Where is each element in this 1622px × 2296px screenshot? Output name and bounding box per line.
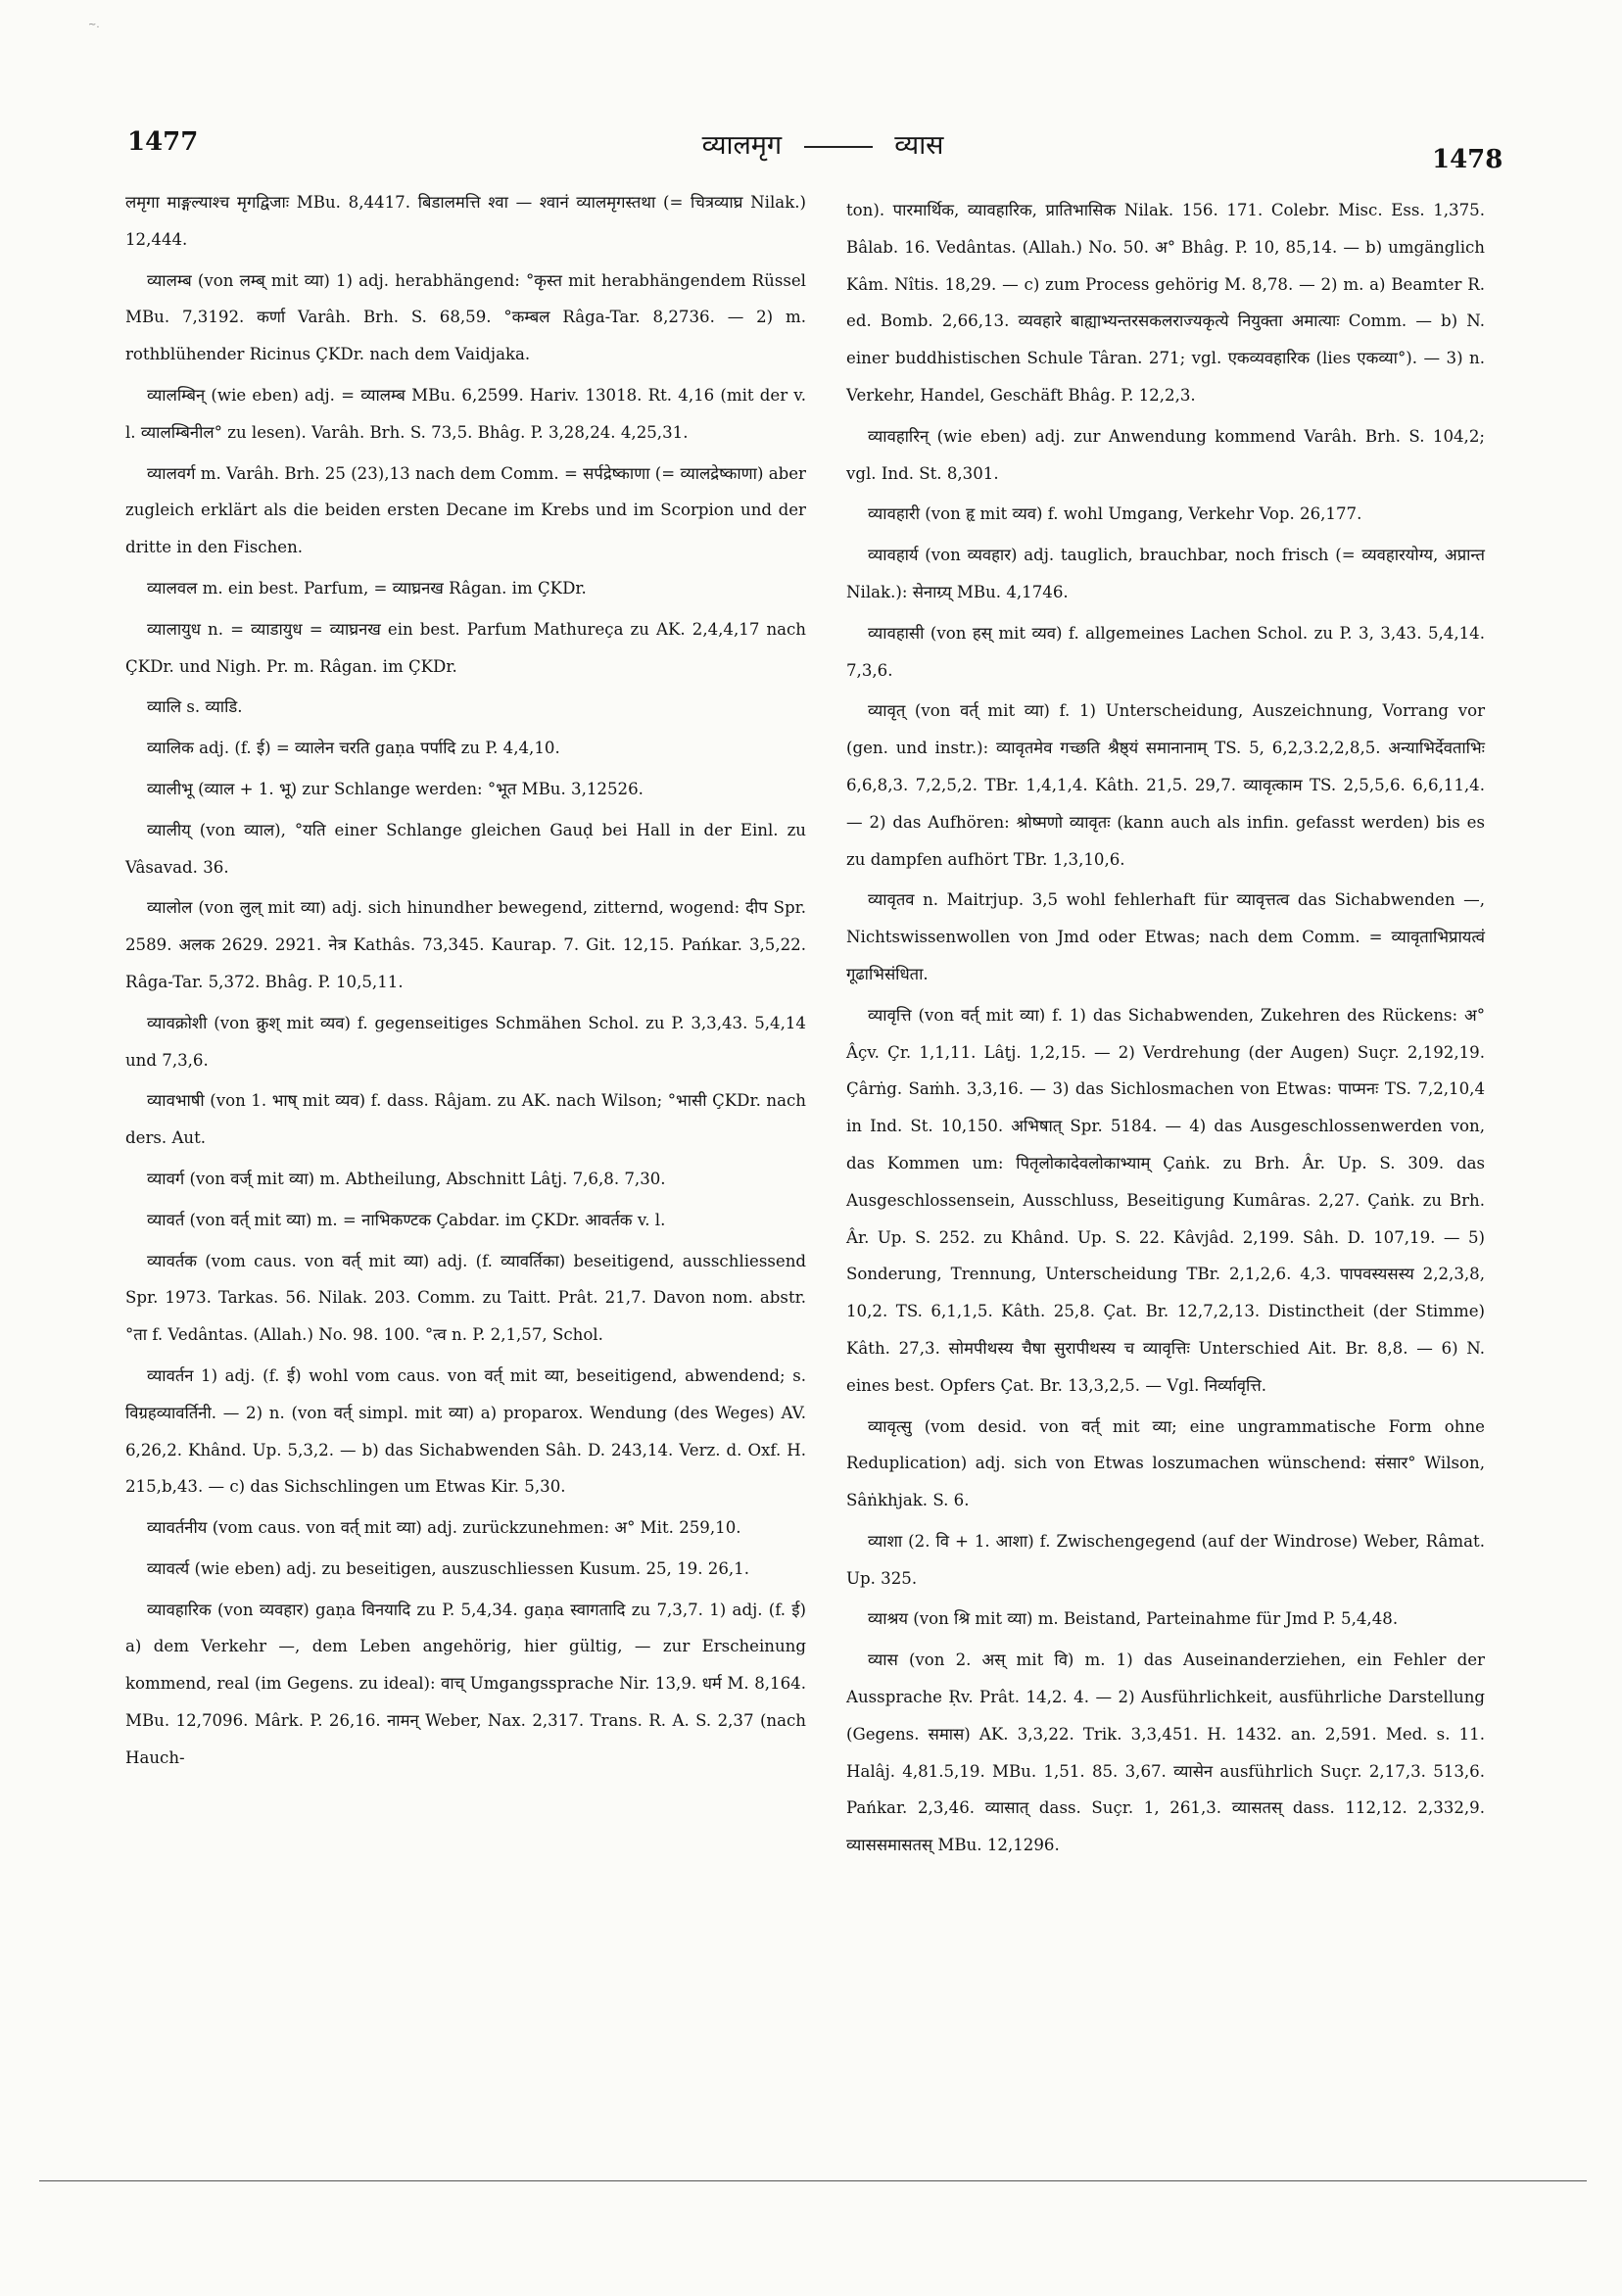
dictionary-entry: लमृगा माङ्गल्याश्च मृगद्विजाः MBu. 8,4417. बिडालमत्ति श्वा — श्वानं व्यालमृगस्तथा (= चित्रव्याघ्र Nilak.) 12,444. xyxy=(125,193,806,249)
dictionary-entry: व्यावहासी (von हस् mit व्यव) f. allgemeines Lachen Schol. zu P. 3, 3,43. 5,4,14. 7,3,6. xyxy=(846,623,1485,680)
dictionary-entry: व्यावर्तन 1) adj. (f. ई) wohl vom caus. von वर्त् mit व्या, beseitigend, abwendend; s. विग्रहव्यावर्तिनी. — 2) n. (von वर्त् simpl. mit व्या) a) proparox. Wendung (des Weges) AV. 6,26,2. Khând. Up. 5,3,2. — b) das Sichabwenden Sâh. D. 243,14. Verz. d. Oxf. H. 215,b,43. — c) das Sichschlingen um Etwas Kir. 5,30. xyxy=(125,1365,806,1497)
dictionary-entry: व्यालीय् (von व्याल), °यति einer Schlange gleichen Gauḍ bei Hall in der Einl. zu Vâsavad. 36. xyxy=(125,820,806,877)
left-column xyxy=(125,184,806,1781)
dictionary-entry: व्यावहारिन् (wie eben) adj. zur Anwendung kommend Varâh. Brh. S. 104,2; vgl. Ind. St. 8,301. xyxy=(846,426,1485,483)
dictionary-entry: व्यावहारिक (von व्यवहार) gaṇa विनयादि zu P. 5,4,34. gaṇa स्वागतादि zu 7,3,7. 1) adj. (f. ई) a) dem Verkehr —, dem Leben angehörig, hier gültig, — zur Erscheinung kommend, real (im Gegens. zu ideal): वाच् Umgangssprache Nir. 13,9. धर्म M. 8,164. MBu. 12,7096. Mârk. P. 26,16. नामन् Weber, Nax. 2,317. Trans. R. A. S. 2,37 (nach Hauch- xyxy=(125,1600,806,1767)
corner-mark: ~. xyxy=(88,20,100,30)
dictionary-entry: व्यावर्ग (von वर्ज् mit व्या) m. Abtheilung, Abschnitt Lâṭj. 7,6,8. 7,30. xyxy=(147,1169,666,1188)
dictionary-entry: व्यालवल m. ein best. Parfum, = व्याघ्रनख Râgan. im ÇKDr. xyxy=(147,578,587,598)
page-number-right: 1478 xyxy=(1432,145,1503,174)
dictionary-entry: व्यालीभू (व्याल + 1. भू) zur Schlange werden: °भूत MBu. 3,12526. xyxy=(147,779,644,798)
right-column xyxy=(846,192,1485,1868)
page-number-left: 1477 xyxy=(127,127,199,157)
dictionary-entry: व्यालिक adj. (f. ई) = व्यालेन चरति gaṇa पर्पादि zu P. 4,4,10. xyxy=(147,739,560,758)
running-head xyxy=(627,125,1019,162)
dictionary-entry: व्यावृत्ति (von वर्त् mit व्या) f. 1) das Sichabwenden, Zukehren des Rückens: अ° Âçv. Çr. 1,1,11. Lâṭj. 1,2,15. — 2) Verdrehung (der Augen) Suçr. 2,192,19. Çârṅg. Saṁh. 3,3,16. — 3) das Sichlosmachen von Etwas: पाप्मनः TS. 7,2,10,4 in Ind. St. 10,150. अभिषात् Spr. 5184. — 4) das Ausgeschlossenwerden von, das Kommen um: पितृलोकादेवलोकाभ्याम् Çaṅk. zu Brh. Âr. Up. S. 309. das Ausgeschlossensein, Ausschluss, Beseitigung Kumâras. 2,27. Çaṅk. zu Brh. Âr. Up. S. 252. zu Khând. Up. S. 22. Kâvjâd. 2,199. Sâh. D. 107,19. — 5) Sonderung, Trennung, Unterscheidung TBr. 2,1,2,6. 4,3. पापवस्यसस्य 2,2,3,8, 10,2. TS. 6,1,1,5. Kâth. 25,8. Çat. Br. 12,7,2,13. Distinctheit (der Stimme) Kâth. 27,3. सोमपीथस्य चैषा सुरापीथस्य च व्यावृत्तिः Unterschied Ait. Br. 8,8. — 6) N. eines best. Opfers Çat. Br. 13,3,2,5. — Vgl. निर्व्यावृत्ति. xyxy=(846,1005,1485,1395)
dictionary-entry: व्यावहार्य (von व्यवहार) adj. tauglich, brauchbar, noch frisch (= व्यवहारयोग्य, अप्रान्त Nilak.): सेनाग्र्य् MBu. 4,1746. xyxy=(846,546,1485,601)
dictionary-entry: ton). पारमार्थिक, व्यावहारिक, प्रातिभासिक Nilak. 156. 171. Colebr. Misc. Ess. 1,375. Bâlab. 16. Vedântas. (Allah.) No. 50. अ° Bhâg. P. 10, 85,14. — b) umgänglich Kâm. Nîtis. 18,29. — c) zum Process gehörig M. 8,78. — 2) m. a) Beamter R. ed. Bomb. 2,66,13. व्यवहारे बाह्याभ्यन्तरसकलराज्यकृत्ये नियुक्ता अमात्याः Comm. — b) N. einer buddhistischen Schule Târan. 271; vgl. एकव्यवहारिक (lies एकव्या°). — 3) n. Verkehr, Handel, Geschäft Bhâg. P. 12,2,3. xyxy=(846,201,1485,405)
running-head-last-word: व्यास xyxy=(894,130,944,161)
page-header xyxy=(0,116,1622,174)
bottom-rule xyxy=(39,2180,1587,2181)
dictionary-entry: व्याशा (2. वि + 1. आशा) f. Zwischengegend (auf der Windrose) Weber, Râmat. Up. 325. xyxy=(846,1531,1485,1588)
dictionary-entry: व्यास (von 2. अस् mit वि) m. 1) das Auseinanderziehen, ein Fehler der Aussprache Ṛv. Prât. 14,2. 4. — 2) Ausführlichkeit, ausführliche Darstellung (Gegens. समास) AK. 3,3,22. Trik. 3,3,451. H. 1432. an. 2,591. Med. s. 11. Halâj. 4,81.5,19. MBu. 1,51. 85. 3,67. व्यासेन ausführlich Suçr. 2,17,3. 513,6. Pańkar. 2,3,46. व्यासात् dass. Suçr. 1, 261,3. व्यासतस् dass. 112,12. 2,332,9. व्याससमासतस् MBu. 12,1296. xyxy=(846,1650,1485,1855)
dictionary-entry: व्यावृतव n. Maitrjup. 3,5 wohl fehlerhaft für व्यावृत्तत्व das Sichabwenden —, Nichtswissenwollen von Jmd oder Etwas; nach dem Comm. = व्यावृताभिप्रायत्वं गूढाभिसंधिता. xyxy=(846,890,1485,983)
dictionary-entry: व्यालि s. व्याडि. xyxy=(147,697,243,717)
dictionary-entry: व्यावहारी (von हृ mit व्यव) f. wohl Umgang, Verkehr Vop. 26,177. xyxy=(868,504,1362,524)
dictionary-entry: व्यालायुध n. = व्याडायुध = व्याघ्रनख ein best. Parfum Mathureça zu AK. 2,4,4,17 nach ÇKDr. und Nigh. Pr. m. Râgan. im ÇKDr. xyxy=(125,619,806,676)
dictionary-entry: व्याश्रय (von श्रि mit व्या) m. Beistand, Parteinahme für Jmd P. 5,4,48. xyxy=(868,1609,1399,1629)
dictionary-entry: व्यालोल (von लुल् mit व्या) adj. sich hinundher bewegend, zitternd, wogend: दीप Spr. 2589. अलक 2629. 2921. नेत्र Kathâs. 73,345. Kaurap. 7. Git. 12,15. Pańkar. 3,5,22. Râga-Tar. 5,372. Bhâg. P. 10,5,11. xyxy=(125,898,806,991)
dictionary-entry: व्यावर्त्य (wie eben) adj. zu beseitigen, auszuschliessen Kusum. 25, 19. 26,1. xyxy=(147,1558,749,1578)
dictionary-entry: व्यावृत्सु (vom desid. von वर्त् mit व्या; eine ungrammatische Form ohne Reduplication) adj. sich von Etwas loszumachen wünschend: संसार° Wilson, Sâṅkhjak. S. 6. xyxy=(846,1416,1485,1510)
dictionary-entry: व्यालम्ब (von लम्ब् mit व्या) 1) adj. herabhängend: °कृस्त mit herabhängendem Rüssel MBu. 7,3192. कर्णा Varâh. Brh. S. 68,59. °कम्बल Râga-Tar. 8,2736. — 2) m. rothblühender Ricinus ÇKDr. nach dem Vaidjaka. xyxy=(125,270,806,364)
running-head-dash xyxy=(804,146,873,148)
dictionary-entry: व्यावृत् (von वर्त् mit व्या) f. 1) Unterscheidung, Auszeichnung, Vorrang vor (gen. und instr.): व्यावृतमेव गच्छति श्रैष्ठ्यं समानानाम् TS. 5, 6,2,3.2,2,8,5. अन्याभिर्देवताभिः 6,6,8,3. 7,2,5,2. TBr. 1,4,1,4. Kâth. 21,5. 29,7. व्यावृत्काम TS. 2,5,5,6. 6,6,11,4. — 2) das Aufhören: श्रोष्मणो व्यावृतः (kann auch als infin. gefasst werden) bis es zu dampfen aufhört TBr. 1,3,10,6. xyxy=(846,701,1485,869)
dictionary-entry: व्यावक्रोशी (von क्रुश् mit व्यव) f. gegenseitiges Schmähen Schol. zu P. 3,3,43. 5,4,14 und 7,3,6. xyxy=(125,1013,806,1070)
running-head-first-word: व्यालमृग xyxy=(701,130,783,161)
dictionary-entry: व्यावभाषी (von 1. भाष् mit व्यव) f. dass. Râjam. zu AK. nach Wilson; °भासी ÇKDr. nach ders. Aut. xyxy=(125,1091,806,1148)
dictionary-entry: व्यावर्तनीय (vom caus. von वर्त् mit व्या) adj. zurückzunehmen: अ° Mit. 259,10. xyxy=(147,1518,741,1538)
dictionary-entry: व्यावर्त (von वर्त् mit व्या) m. = नाभिकण्टक Çabdar. im ÇKDr. आवर्तक v. l. xyxy=(147,1210,666,1229)
dictionary-entry: व्यालवर्ग m. Varâh. Brh. 25 (23),13 nach dem Comm. = सर्पद्रेष्काणा (= व्यालद्रेष्काणा) aber zugleich erklärt als die beiden ersten Decane im Krebs und im Scorpion und der dritte in den Fischen. xyxy=(125,463,806,557)
dictionary-entry: व्यालम्बिन् (wie eben) adj. = व्यालम्ब MBu. 6,2599. Hariv. 13018. Rt. 4,16 (mit der v. l. व्यालम्बिनील° zu lesen). Varâh. Brh. S. 73,5. Bhâg. P. 3,28,24. 4,25,31. xyxy=(125,385,806,442)
dictionary-entry: व्यावर्तक (vom caus. von वर्त् mit व्या) adj. (f. व्यावर्तिका) beseitigend, ausschliessend Spr. 1973. Tarkas. 56. Nilak. 203. Comm. zu Taitt. Prât. 21,7. Davon nom. abstr. °ता f. Vedântas. (Allah.) No. 98. 100. °त्व n. P. 2,1,57, Schol. xyxy=(125,1251,806,1345)
